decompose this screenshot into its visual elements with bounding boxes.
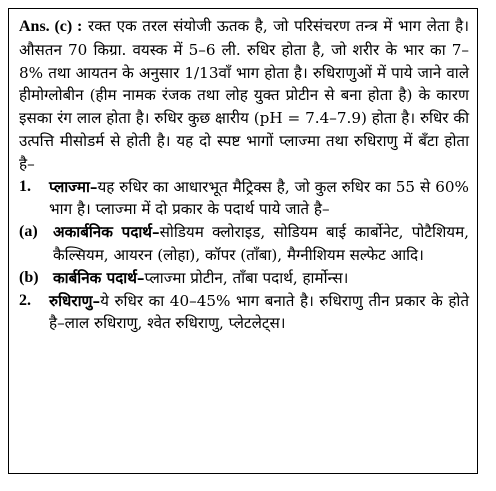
list-item-plasma [19,176,469,222]
item-body [49,176,469,222]
list-item-inorganic [19,221,469,267]
item-text: ये रुधिर का 40–45% भाग बनाते है। रुधिराणु तीन प्रकार के होते है–लाल रुधिराणु, श्वेत रुधिराणु, प्लेटलेट्स। [49,291,469,333]
item-body [49,290,469,336]
item-text: सोडियम क्लोराइड, सोडियम बाई कार्बोनेट, पोटैशियम, कैल्सियम, आयरन (लोहा), कॉपर (ताँबा), मैग्नीशियम सल्फेट आदि। [53,223,469,264]
item-term: कार्बनिक पदार्थ– [53,268,145,287]
answer-box [8,8,478,474]
item-body [53,267,469,290]
item-term: प्लाज्मा– [49,177,98,196]
item-term: रुधिराणु– [49,291,101,310]
item-body [53,221,469,267]
item-marker: (a) [19,223,38,241]
item-marker: 1. [19,177,31,195]
answer-label: Ans. (c) : [19,18,83,35]
answer-text: रक्त एक तरल संयोजी ऊतक है, जो परिसंचरण तन्त्र में भाग लेता है। औसतन 70 किग्रा. वयस्क में 5–6 ली. रुधिर होता है, जो शरीर के भार का 7–8% तथा आयतन के अनुसार 1/13वाँ भाग होता है। रुधिराणुओं में पाये जाने वाले हीमोग्लोबीन (हीम नामक रंजक तथा लोह युक्त प्रोटीन से बना होता है) के कारण इसका रंग लाल होता है। रुधिर कुछ क्षारीय (pH = 7.4–7.9) होता है। रुधिर की उत्पत्ति मीसोडर्म से होती है। यह दो स्पष्ट भागों प्लाज्मा तथा रुधिराणु में बँटा होता है– [19,17,470,173]
list-item-blood-cells [19,290,469,336]
list-item-organic [19,267,469,290]
item-text: प्लाज्मा प्रोटीन, ताँबा पदार्थ, हार्मोन्स। [144,268,349,287]
item-term: अकार्बनिक पदार्थ– [53,223,160,242]
item-text: यह रुधिर का आधारभूत मैट्रिक्स है, जो कुल रुधिर का 55 से 60% भाग है। प्लाज्मा में दो प्रकार के पदार्थ पाये जाते है– [49,177,469,219]
item-marker: (b) [19,268,39,286]
item-marker: 2. [19,291,31,309]
answer-paragraph [19,15,469,176]
